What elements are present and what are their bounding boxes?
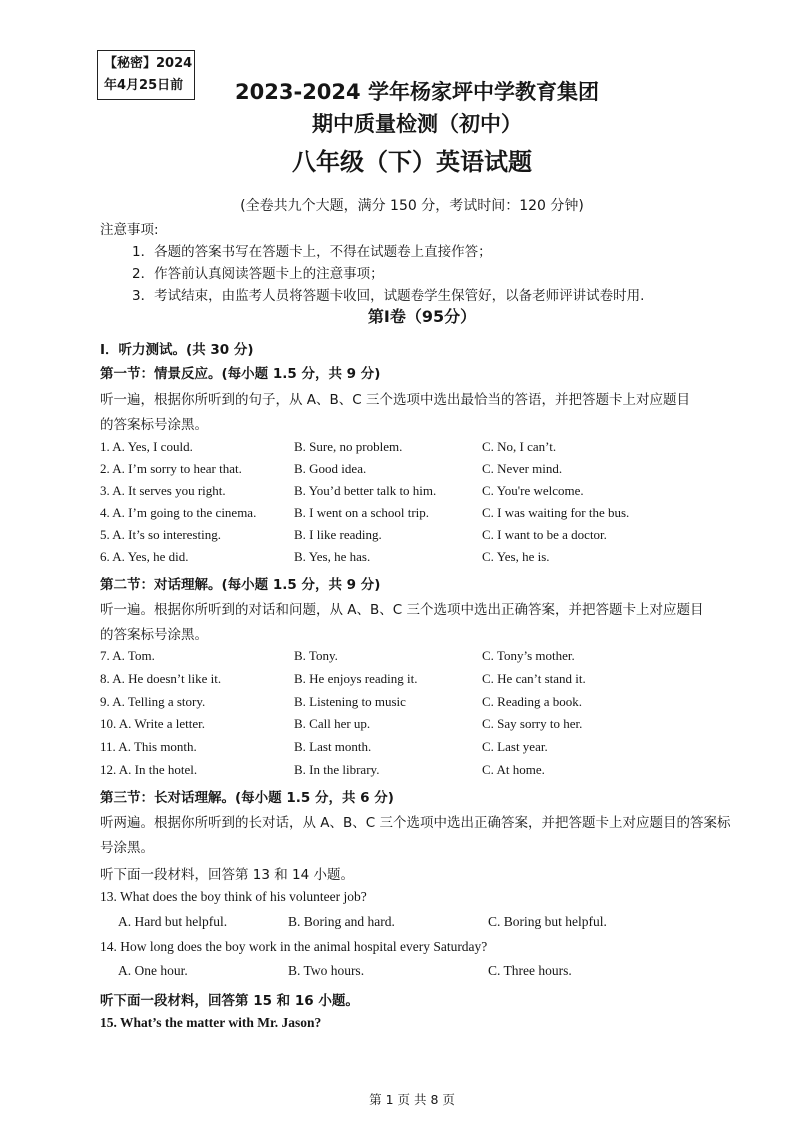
option-a: 1. A. Yes, I could. <box>100 439 193 454</box>
question-stem: 13. What does the boy think of his volunteer job? <box>100 889 367 904</box>
option-a: 10. A. Write a letter. <box>100 716 206 731</box>
option-b: B. Call her up. <box>294 716 371 731</box>
question-row <box>100 439 720 459</box>
page-footer: 第 1 页 共 8 页 <box>369 1092 455 1107</box>
option-b: B. Good idea. <box>294 461 367 476</box>
option-c: C. At home. <box>482 762 545 777</box>
option-b: B. Tony. <box>294 648 338 663</box>
exam-info: (全卷共九个大题，满分 150 分，考试时间：120 分钟) <box>240 198 584 214</box>
confidential-label-line1: 【秘密】2024 <box>104 56 193 71</box>
subsection-heading: 第一节：情景反应。(每小题 1.5 分，共 9 分) <box>100 366 381 382</box>
option-c: C. Tony’s mother. <box>482 648 575 663</box>
option-a: A. Hard but helpful. <box>118 914 228 929</box>
section-heading: I．听力测试。(共 30 分) <box>100 342 254 358</box>
exam-title-line1: 2023-2024 学年杨家坪中学教育集团 <box>235 80 599 104</box>
option-a: 7. A. Tom. <box>100 648 155 663</box>
question-row <box>100 648 720 668</box>
notes-heading: 注意事项: <box>100 222 159 238</box>
instructions-line: 听一遍，根据你所听到的句子，从 A、B、C 三个选项中选出最恰当的答语，并把答题卡上对应题目 <box>100 392 691 408</box>
option-a: 3. A. It serves you right. <box>100 483 226 498</box>
option-a: 4. A. I’m going to the cinema. <box>100 505 257 520</box>
option-c: C. Last year. <box>482 739 548 754</box>
option-b: B. Boring and hard. <box>288 914 395 929</box>
question-row <box>100 527 720 547</box>
option-c: C. Yes, he is. <box>482 549 550 564</box>
option-c: C. I was waiting for the bus. <box>482 505 630 520</box>
option-b: B. Two hours. <box>288 963 365 978</box>
subsection-heading: 第三节：长对话理解。(每小题 1.5 分，共 6 分) <box>100 790 394 806</box>
material-instruction: 听下面一段材料，回答第 13 和 14 小题。 <box>100 867 355 883</box>
question-stem: 15. What’s the matter with Mr. Jason? <box>100 1015 322 1030</box>
option-c: C. Say sorry to her. <box>482 716 583 731</box>
option-c: C. Reading a book. <box>482 694 583 709</box>
notes-item: 1．各题的答案书写在答题卡上，不得在试题卷上直接作答； <box>132 244 492 260</box>
notes-item: 3．考试结束，由监考人员将答题卡收回，试题卷学生保管好，以备老师评讲试卷时用. <box>132 288 645 304</box>
instructions-line: 的答案标号涂黑。 <box>100 417 208 433</box>
question-row <box>100 505 720 525</box>
option-c: C. Never mind. <box>482 461 563 476</box>
question-row <box>100 694 720 714</box>
option-row <box>118 963 718 983</box>
option-a: 9. A. Telling a story. <box>100 694 206 709</box>
question-row <box>100 671 720 691</box>
option-b: B. In the library. <box>294 762 380 777</box>
confidential-label-line2: 年4月25日前 <box>104 78 184 93</box>
option-c: C. Boring but helpful. <box>488 914 607 929</box>
question-row <box>100 549 720 569</box>
instructions-line: 听两遍。根据你所听到的长对话，从 A、B、C 三个选项中选出正确答案，并把答题卡上对应题目的答案标 <box>100 815 731 831</box>
option-a: 5. A. It’s so interesting. <box>100 527 221 542</box>
option-a: A. One hour. <box>118 963 188 978</box>
part-title: 第I卷（95分） <box>367 307 477 326</box>
instructions-line: 号涂黑。 <box>100 840 154 856</box>
option-a: 2. A. I’m sorry to hear that. <box>100 461 242 476</box>
option-row <box>118 914 718 934</box>
question-row <box>100 716 720 736</box>
notes-item: 2．作答前认真阅读答题卡上的注意事项； <box>132 266 384 282</box>
option-b: B. You’d better talk to him. <box>294 483 437 498</box>
exam-title-line3: 八年级（下）英语试题 <box>292 148 532 176</box>
option-c: C. I want to be a doctor. <box>482 527 607 542</box>
material-instruction: 听下面一段材料，回答第 15 和 16 小题。 <box>100 993 359 1009</box>
option-c: C. He can’t stand it. <box>482 671 586 686</box>
option-b: B. Sure, no problem. <box>294 439 403 454</box>
question-row <box>100 461 720 481</box>
option-b: B. Listening to music <box>294 694 406 709</box>
option-a: 12. A. In the hotel. <box>100 762 198 777</box>
option-a: 6. A. Yes, he did. <box>100 549 189 564</box>
option-c: C. No, I can’t. <box>482 439 557 454</box>
option-b: B. I went on a school trip. <box>294 505 430 520</box>
subsection-heading: 第二节：对话理解。(每小题 1.5 分，共 9 分) <box>100 577 381 593</box>
option-c: C. You're welcome. <box>482 483 584 498</box>
question-row <box>100 739 720 759</box>
option-a: 11. A. This month. <box>100 739 197 754</box>
option-c: C. Three hours. <box>488 963 572 978</box>
option-b: B. Last month. <box>294 739 372 754</box>
exam-title-line2: 期中质量检测（初中） <box>312 112 522 136</box>
instructions-line: 听一遍。根据你所听到的对话和问题，从 A、B、C 三个选项中选出正确答案，并把答题卡上对应题目 <box>100 602 704 618</box>
question-row <box>100 483 720 503</box>
question-row <box>100 762 720 782</box>
option-b: B. Yes, he has. <box>294 549 371 564</box>
option-b: B. He enjoys reading it. <box>294 671 418 686</box>
question-stem: 14. How long does the boy work in the animal hospital every Saturday? <box>100 939 488 954</box>
instructions-line: 的答案标号涂黑。 <box>100 627 208 643</box>
option-a: 8. A. He doesn’t like it. <box>100 671 222 686</box>
option-b: B. I like reading. <box>294 527 382 542</box>
